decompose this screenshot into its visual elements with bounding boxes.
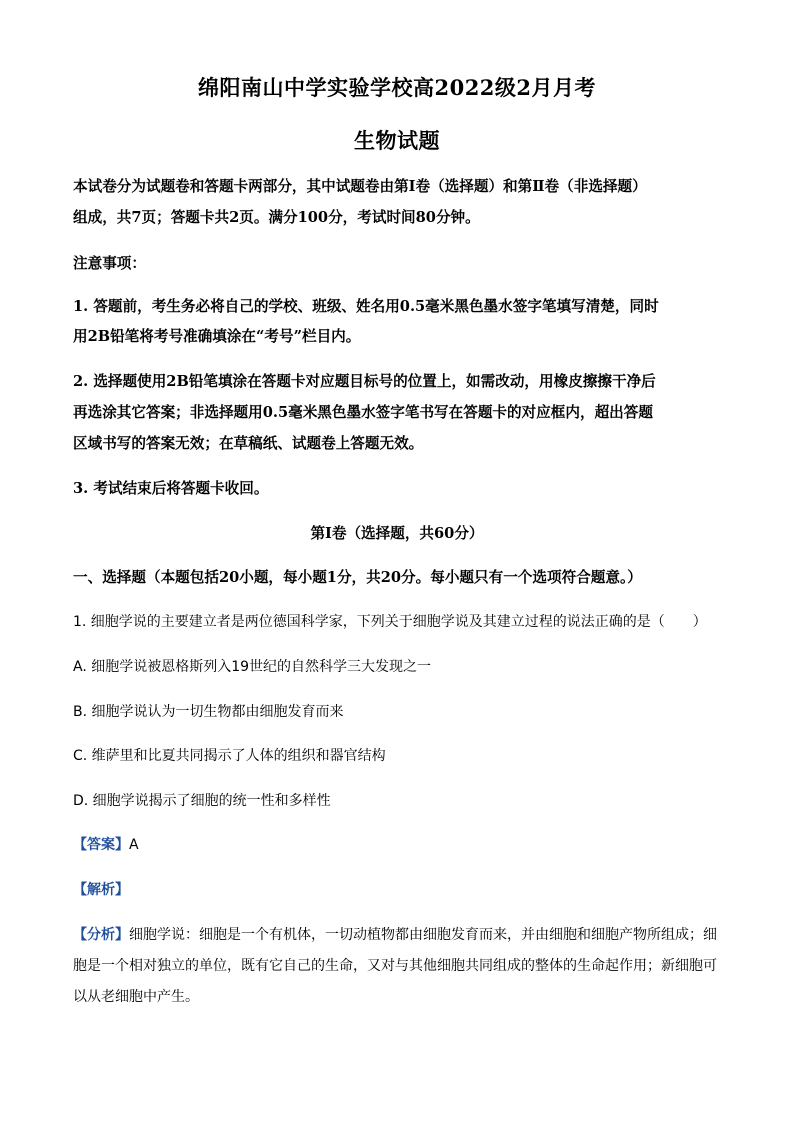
notice-item-3: 3. 考试结束后将答题卡收回。 — [73, 480, 269, 497]
notice-item-2-line-2: 再选涂其它答案；非选择题用0.5毫米黑色墨水签字笔书写在答题卡的对应框内，超出答题 — [73, 404, 653, 421]
notice-item-2-line-3: 区域书写的答案无效；在草稿纸、试题卷上答题无效。 — [73, 435, 424, 452]
answer-line — [73, 835, 733, 855]
option-b: B. 细胞学说认为一切生物都由细胞发育而来 — [73, 704, 344, 720]
fenxi-line-1 — [73, 925, 733, 945]
fenxi-line-3: 以从老细胞中产生。 — [73, 989, 199, 1005]
school-title: 绵阳南山中学实验学校高2022级2月月考 — [197, 75, 597, 100]
fenxi-tag: 【分析】 — [73, 927, 129, 943]
fenxi-line-2: 胞是一个相对独立的单位，既有它自己的生命，又对与其他细胞共同组成的整体的生命起作用；新细胞可 — [73, 958, 717, 974]
subject-title: 生物试题 — [354, 128, 440, 153]
intro-line-2: 组成，共7页；答题卡共2页。满分100分，考试时间80分钟。 — [73, 209, 480, 226]
fenxi-text-1: 细胞学说：细胞是一个有机体，一切动植物都由细胞发育而来，并由细胞和细胞产物所组成；细 — [129, 927, 717, 943]
question-1-stem: 1. 细胞学说的主要建立者是两位德国科学家，下列关于细胞学说及其建立过程的说法正确的是（ ） — [73, 614, 707, 630]
option-d: D. 细胞学说揭示了细胞的统一性和多样性 — [73, 793, 331, 809]
notice-item-1-line-2: 用2B铅笔将考号准确填涂在“考号”栏目内。 — [73, 328, 361, 345]
option-c: C. 维萨里和比夏共同揭示了人体的组织和器官结构 — [73, 748, 386, 764]
part-title: 第Ⅰ卷（选择题，共60分） — [310, 525, 484, 542]
analysis-tag: 【解析】 — [73, 882, 129, 898]
section-heading: 一、选择题（本题包括20小题，每小题1分，共20分。每小题只有一个选项符合题意。） — [73, 569, 642, 586]
answer-tag: 【答案】 — [73, 837, 129, 853]
notice-item-2-line-1: 2. 选择题使用2B铅笔填涂在答题卡对应题目标号的位置上，如需改动，用橡皮擦擦干净后 — [73, 373, 656, 390]
option-a: A. 细胞学说被恩格斯列入19世纪的自然科学三大发现之一 — [73, 659, 432, 675]
notice-item-1-line-1: 1. 答题前，考生务必将自己的学校、班级、姓名用0.5毫米黑色墨水签字笔填写清楚，同时 — [73, 298, 659, 315]
analysis-line — [73, 880, 733, 900]
notice-heading: 注意事项： — [73, 255, 146, 272]
intro-line-1: 本试卷分为试题卷和答题卡两部分，其中试题卷由第Ⅰ卷（选择题）和第Ⅱ卷（非选择题） — [73, 178, 647, 195]
answer-value: A — [129, 837, 139, 853]
